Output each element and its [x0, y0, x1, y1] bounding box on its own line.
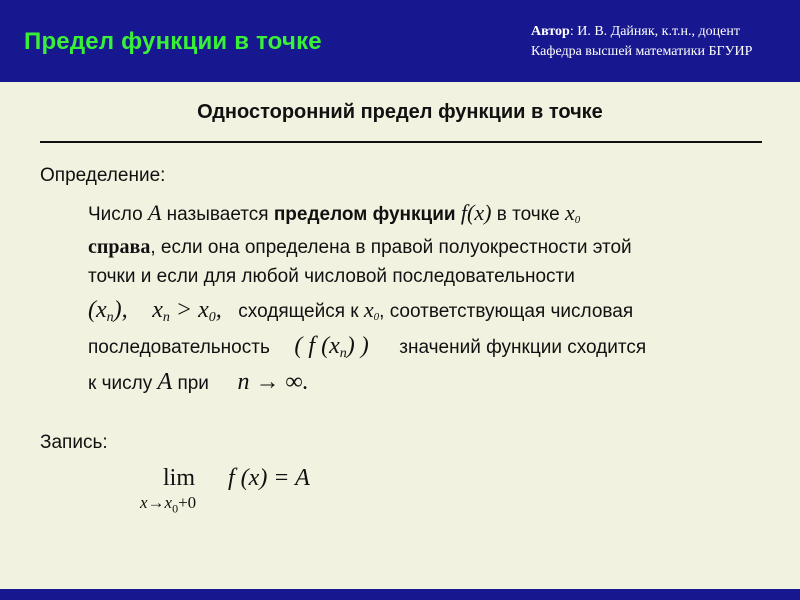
- math-n-to-inf: n → ∞.: [237, 369, 309, 395]
- header-bar: [0, 0, 800, 82]
- text: называется: [166, 204, 269, 225]
- sub: n: [339, 346, 347, 361]
- definition-line-6: [88, 367, 309, 397]
- text: значений функции сходится: [399, 337, 647, 358]
- math-A: A: [147, 200, 162, 225]
- c: ,: [215, 297, 222, 323]
- text: последовательность: [88, 337, 270, 358]
- definition-line-1: [88, 198, 580, 228]
- formula-lim: lim: [163, 465, 196, 491]
- sub: 0: [373, 311, 380, 323]
- sub: 0: [574, 214, 581, 226]
- author-label: Автор: [531, 24, 570, 39]
- text: сходящейся к: [238, 301, 359, 322]
- heading-divider: [40, 141, 762, 143]
- department-line: Кафедра высшей математики БГУИР: [531, 44, 753, 59]
- gt: > x: [169, 297, 209, 323]
- text: , соответствующая числовая: [379, 301, 634, 322]
- section-heading: Односторонний предел функции в точке: [197, 101, 603, 123]
- sub: n: [162, 310, 170, 325]
- text: Число: [88, 204, 143, 225]
- text: в точке: [496, 204, 560, 225]
- x: x: [152, 297, 163, 323]
- text: , если она определена в правой полуокрестности этой: [150, 237, 632, 258]
- footer-bar: [0, 589, 800, 600]
- x: x: [565, 200, 575, 225]
- m2: ) ): [346, 333, 369, 359]
- definition-line-3: [88, 262, 575, 292]
- definition-label: Определение:: [40, 165, 166, 186]
- formula-lim-subscript: [140, 493, 196, 516]
- term-limit: пределом функции: [273, 204, 456, 225]
- math-fxn: [294, 333, 368, 359]
- text: точки и если для любой числовой последовательности: [88, 266, 575, 287]
- math-f: f: [460, 200, 467, 225]
- x: (x: [88, 297, 107, 323]
- record-label: Запись:: [40, 432, 108, 453]
- math-x0: [364, 297, 379, 322]
- m: ( f (x: [294, 333, 340, 359]
- author-line: [531, 22, 752, 42]
- math-x: (x): [467, 200, 492, 225]
- definition-line-4: [88, 295, 633, 325]
- rhs: f (x) = A: [228, 465, 310, 491]
- sub: 0: [208, 310, 216, 325]
- term-right: справа: [88, 236, 151, 258]
- sub: 0: [172, 501, 179, 516]
- math-x0: [565, 200, 580, 225]
- slide-title: Предел функции в точке: [24, 28, 322, 55]
- author-block: [531, 22, 752, 62]
- x: x: [363, 297, 374, 322]
- sub: n: [106, 310, 114, 325]
- author-name: : И. В. Дайняк, к.т.н., доцент: [569, 24, 740, 39]
- math-seq: [88, 297, 128, 323]
- math-inequality: [152, 297, 222, 323]
- math-A: A: [157, 369, 173, 395]
- p: ),: [113, 297, 128, 323]
- text: при: [177, 373, 209, 394]
- u2: +0: [178, 493, 197, 512]
- text: к числу: [88, 373, 153, 394]
- u: x→x: [140, 493, 173, 512]
- formula-rhs: [228, 465, 310, 492]
- definition-line-2: [88, 232, 632, 262]
- definition-line-5: [88, 331, 646, 361]
